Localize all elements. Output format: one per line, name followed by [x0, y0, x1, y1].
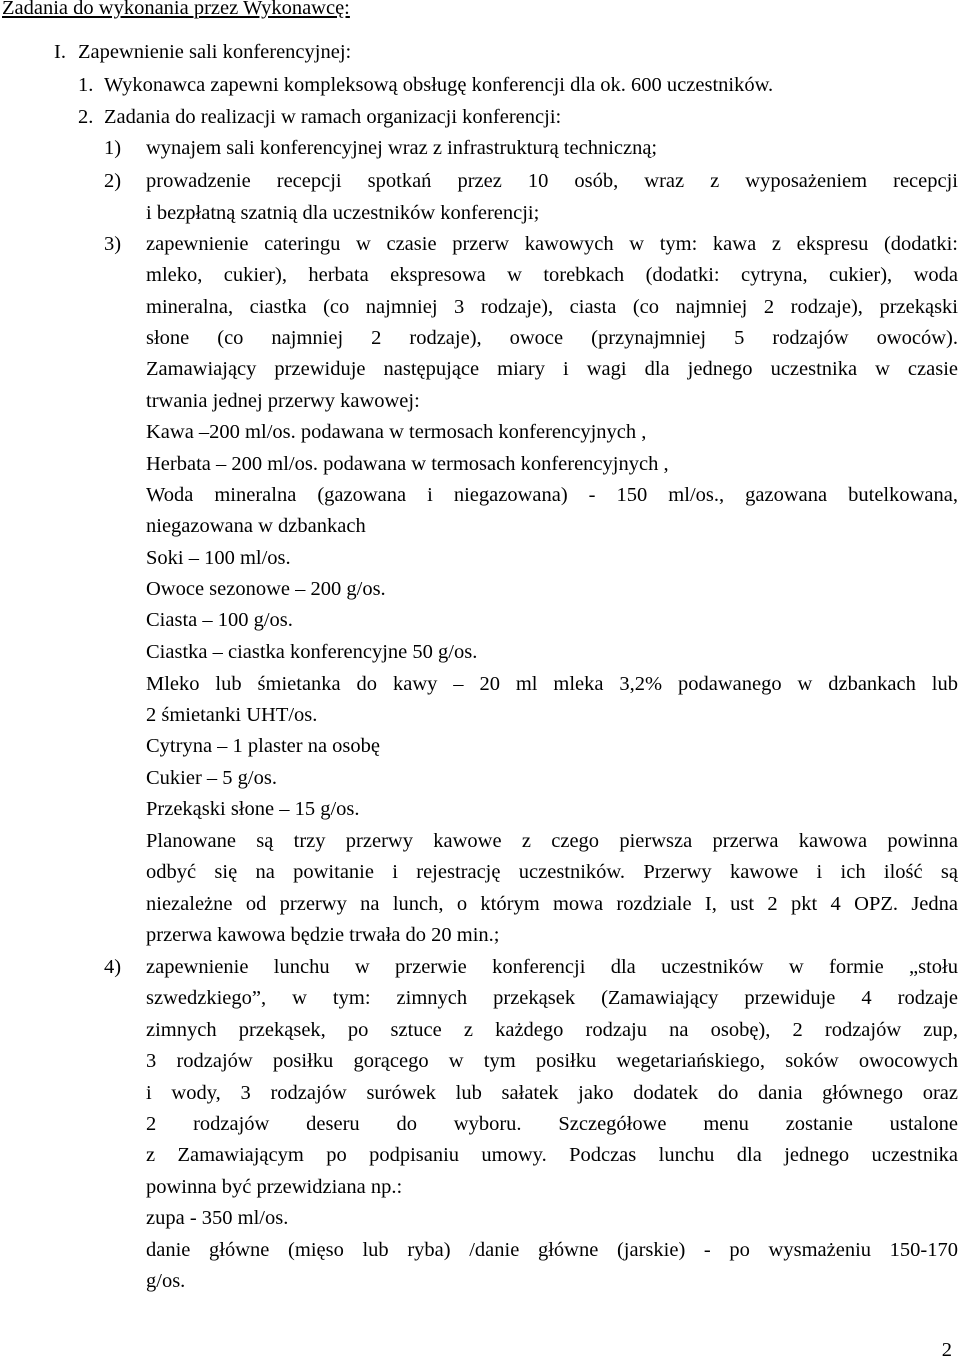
sub-item-3-line: słone (co najmniej 2 rodzaje), owoce (przynajmniej 5 rodzajów owoców).	[146, 327, 958, 349]
sub-item-4-line: 2 rodzajów deseru do wyboru. Szczegółowe menu zostanie ustalone	[146, 1113, 958, 1135]
sub-item-4-line: g/os.	[146, 1270, 186, 1292]
sub-item-3-line: Cytryna – 1 plaster na osobę	[146, 735, 380, 757]
sub-item-3-line: odbyć się na powitanie i rejestrację uczestników. Przerwy kawowe i ich ilość są	[146, 861, 958, 883]
sub-item-4-line: powinna być przewidziana np.:	[146, 1176, 403, 1198]
sub-item-3-line: mleko, cukier), herbata ekspresowa w torebkach (dodatki: cytryna, cukier), woda	[146, 264, 958, 286]
sub-item-4-line: z Zamawiającym po podpisaniu umowy. Podczas lunchu dla jednego uczestnika	[146, 1144, 958, 1166]
item-1-text: Wykonawca zapewni kompleksową obsługę konferencji dla ok. 600 uczestników.	[104, 74, 774, 96]
sub-item-3-line: trwania jednej przerwy kawowej:	[146, 390, 420, 412]
item-2-marker: 2.	[78, 106, 94, 128]
sub-item-3-line: Cukier – 5 g/os.	[146, 767, 277, 789]
sub-item-3-line: Planowane są trzy przerwy kawowe z czego pierwsza przerwa kawowa powinna	[146, 830, 958, 852]
sub-item-2-line: i bezpłatną szatnią dla uczestników konferencji;	[146, 202, 540, 224]
sub-item-3-marker: 3)	[104, 233, 122, 255]
sub-item-3-line: przerwa kawowa będzie trwała do 20 min.;	[146, 924, 500, 946]
sub-item-4-line: i wody, 3 rodzajów surówek lub sałatek jako dodatek do dania głównego oraz	[146, 1082, 958, 1104]
sub-item-3-line: Soki – 100 ml/os.	[146, 547, 291, 569]
sub-item-3-line: Kawa –200 ml/os. podawana w termosach konferencyjnych ,	[146, 421, 647, 443]
sub-item-4-line: szwedzkiego”, w tym: zimnych przekąsek (Zamawiający przewiduje 4 rodzaje	[146, 987, 958, 1009]
section-I-title: Zapewnienie sali konferencyjnej:	[78, 41, 352, 63]
sub-item-4-line: 3 rodzajów posiłku gorącego w tym posiłku wegetariańskiego, soków owocowych	[146, 1050, 958, 1072]
sub-item-3-line: mineralna, ciastka (co najmniej 3 rodzaje), ciasta (co najmniej 2 rodzaje), przekąski	[146, 296, 958, 318]
document-heading: Zadania do wykonania przez Wykonawcę:	[2, 0, 350, 19]
sub-item-3-line: Owoce sezonowe – 200 g/os.	[146, 578, 386, 600]
sub-item-3-line: niegazowana w dzbankach	[146, 515, 366, 537]
sub-item-4-line: zimnych przekąsek, po sztuce z każdego rodzaju na osobę), 2 rodzajów zup,	[146, 1019, 958, 1041]
sub-item-3-line: Zamawiający przewiduje następujące miary i wagi dla jednego uczestnika w czasie	[146, 358, 958, 380]
sub-item-3-line: zapewnienie cateringu w czasie przerw kawowych w tym: kawa z ekspresu (dodatki:	[146, 233, 958, 255]
sub-item-4-line: zupa - 350 ml/os.	[146, 1207, 289, 1229]
sub-item-2-line: prowadzenie recepcji spotkań przez 10 osób, wraz z wyposażeniem recepcji	[146, 170, 958, 192]
sub-item-4-line: danie główne (mięso lub ryba) /danie główne (jarskie) - po wysmażeniu 150-170	[146, 1239, 958, 1261]
sub-item-4-line: zapewnienie lunchu w przerwie konferencji dla uczestników w formie „stołu	[146, 956, 958, 978]
sub-item-3-line: Woda mineralna (gazowana i niegazowana) - 150 ml/os., gazowana butelkowana,	[146, 484, 958, 506]
page-number: 2	[941, 1339, 952, 1361]
item-1-marker: 1.	[78, 74, 94, 96]
sub-item-3-line: Mleko lub śmietanka do kawy – 20 ml mleka 3,2% podawanego w dzbankach lub	[146, 673, 958, 695]
sub-item-1-marker: 1)	[104, 137, 122, 159]
sub-item-4-marker: 4)	[104, 956, 122, 978]
item-2-text: Zadania do realizacji w ramach organizacji konferencji:	[104, 106, 562, 128]
sub-item-3-line: niezależne od przerwy na lunch, o którym mowa rozdziale I, ust 2 pkt 4 OPZ. Jedna	[146, 893, 958, 915]
sub-item-1-line: wynajem sali konferencyjnej wraz z infrastrukturą techniczną;	[146, 137, 658, 159]
section-I-marker: I.	[54, 41, 66, 63]
sub-item-3-line: Herbata – 200 ml/os. podawana w termosach konferencyjnych ,	[146, 453, 669, 475]
sub-item-3-line: Przekąski słone – 15 g/os.	[146, 798, 360, 820]
sub-item-3-line: Ciasta – 100 g/os.	[146, 609, 293, 631]
sub-item-3-line: 2 śmietanki UHT/os.	[146, 704, 318, 726]
sub-item-2-marker: 2)	[104, 170, 122, 192]
sub-item-3-line: Ciastka – ciastka konferencyjne 50 g/os.	[146, 641, 478, 663]
